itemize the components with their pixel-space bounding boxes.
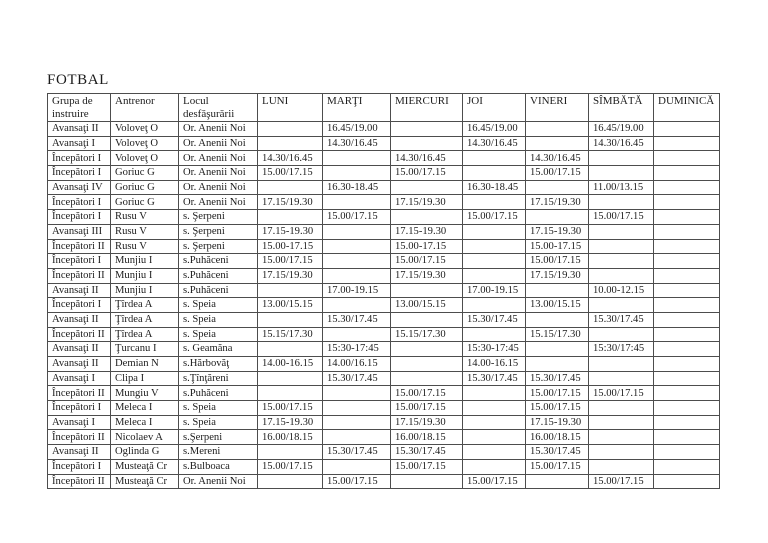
table-row: [48, 224, 720, 239]
time-cell-vineri: 17.15-19.30: [526, 415, 589, 430]
location-cell: s.Puhăceni: [179, 386, 258, 401]
location-cell: Or. Anenii Noi: [179, 166, 258, 181]
time-cell-marti: 15.30/17.45: [323, 312, 391, 327]
group-cell: Avansaţi I: [48, 415, 111, 430]
group-cell: Începători I: [48, 298, 111, 313]
time-cell-luni: [258, 283, 323, 298]
coach-cell: Rusu V: [111, 239, 179, 254]
page-title: FOTBAL: [47, 72, 109, 88]
time-cell-marti: [323, 415, 391, 430]
time-cell-simbata: [589, 268, 654, 283]
time-cell-luni: [258, 371, 323, 386]
time-cell-vineri: [526, 474, 589, 489]
group-cell: Începători II: [48, 268, 111, 283]
table-row: [48, 254, 720, 269]
time-cell-vineri: 15.30/17.45: [526, 445, 589, 460]
table-row: [48, 180, 720, 195]
time-cell-miercuri: 15.00/17.15: [391, 459, 463, 474]
location-cell: Or. Anenii Noi: [179, 195, 258, 210]
table-row: [48, 357, 720, 372]
time-cell-marti: [323, 195, 391, 210]
time-cell-marti: [323, 254, 391, 269]
group-cell: Avansaţi I: [48, 136, 111, 151]
time-cell-joi: [463, 166, 526, 181]
time-cell-marti: 16.45/19.00: [323, 122, 391, 137]
time-cell-luni: 15.00/17.15: [258, 166, 323, 181]
time-cell-joi: [463, 430, 526, 445]
header-row: [48, 94, 720, 122]
time-cell-vineri: [526, 357, 589, 372]
time-cell-miercuri: 17.15-19.30: [391, 224, 463, 239]
time-cell-joi: 14.30/16.45: [463, 136, 526, 151]
coach-cell: Goriuc G: [111, 166, 179, 181]
time-cell-vineri: 14.30/16.45: [526, 151, 589, 166]
time-cell-luni: 13.00/15.15: [258, 298, 323, 313]
time-cell-joi: [463, 415, 526, 430]
table-row: [48, 430, 720, 445]
coach-cell: Musteaţă Cr: [111, 474, 179, 489]
time-cell-miercuri: 16.00/18.15: [391, 430, 463, 445]
time-cell-simbata: 10.00-12.15: [589, 283, 654, 298]
time-cell-duminica: [654, 268, 720, 283]
time-cell-joi: [463, 327, 526, 342]
column-header-4: MARŢI: [323, 94, 391, 122]
time-cell-luni: 15.00-17.15: [258, 239, 323, 254]
time-cell-duminica: [654, 459, 720, 474]
table-row: [48, 136, 720, 151]
group-cell: Avansaţi IV: [48, 180, 111, 195]
time-cell-simbata: 15.30/17.45: [589, 312, 654, 327]
time-cell-duminica: [654, 386, 720, 401]
time-cell-joi: 15.00/17.15: [463, 210, 526, 225]
time-cell-luni: 15.00/17.15: [258, 254, 323, 269]
time-cell-simbata: [589, 430, 654, 445]
time-cell-luni: 17.15-19.30: [258, 415, 323, 430]
time-cell-luni: [258, 312, 323, 327]
time-cell-simbata: [589, 371, 654, 386]
time-cell-miercuri: [391, 210, 463, 225]
time-cell-luni: [258, 445, 323, 460]
time-cell-joi: [463, 224, 526, 239]
location-cell: s. Şerpeni: [179, 239, 258, 254]
time-cell-vineri: 15.00/17.15: [526, 459, 589, 474]
time-cell-marti: 14.30/16.45: [323, 136, 391, 151]
time-cell-joi: 16.45/19.00: [463, 122, 526, 137]
location-cell: s.Puhăceni: [179, 254, 258, 269]
coach-cell: Munjiu I: [111, 283, 179, 298]
time-cell-simbata: [589, 459, 654, 474]
column-header-8: SÎMBĂTĂ: [589, 94, 654, 122]
table-row: [48, 298, 720, 313]
table-row: [48, 415, 720, 430]
time-cell-marti: [323, 224, 391, 239]
time-cell-marti: 15.00/17.15: [323, 474, 391, 489]
time-cell-miercuri: 15.30/17.45: [391, 445, 463, 460]
group-cell: Începători I: [48, 210, 111, 225]
coach-cell: Mungiu V: [111, 386, 179, 401]
time-cell-duminica: [654, 122, 720, 137]
coach-cell: Ţîrdea A: [111, 298, 179, 313]
time-cell-vineri: [526, 312, 589, 327]
group-cell: Începători II: [48, 239, 111, 254]
time-cell-luni: [258, 210, 323, 225]
time-cell-simbata: 11.00/13.15: [589, 180, 654, 195]
time-cell-vineri: 15.00/17.15: [526, 401, 589, 416]
time-cell-vineri: [526, 210, 589, 225]
time-cell-miercuri: 15.00/17.15: [391, 386, 463, 401]
table-row: [48, 342, 720, 357]
time-cell-duminica: [654, 474, 720, 489]
time-cell-simbata: 15.00/17.15: [589, 386, 654, 401]
group-cell: Începători I: [48, 151, 111, 166]
time-cell-miercuri: 17.15/19.30: [391, 415, 463, 430]
time-cell-luni: [258, 342, 323, 357]
time-cell-joi: [463, 239, 526, 254]
time-cell-joi: [463, 445, 526, 460]
time-cell-duminica: [654, 312, 720, 327]
time-cell-miercuri: 15.00/17.15: [391, 401, 463, 416]
group-cell: Avansaţi I: [48, 371, 111, 386]
table-row: [48, 474, 720, 489]
group-cell: Începători I: [48, 166, 111, 181]
group-cell: Avansaţi II: [48, 312, 111, 327]
time-cell-simbata: [589, 166, 654, 181]
time-cell-luni: [258, 136, 323, 151]
table-row: [48, 445, 720, 460]
table-row: [48, 459, 720, 474]
location-cell: s.Bulboaca: [179, 459, 258, 474]
time-cell-simbata: [589, 401, 654, 416]
time-cell-marti: [323, 459, 391, 474]
time-cell-miercuri: [391, 180, 463, 195]
column-header-0: Grupa de instruire: [48, 94, 111, 122]
time-cell-luni: 15.00/17.15: [258, 459, 323, 474]
time-cell-luni: 14.30/16.45: [258, 151, 323, 166]
time-cell-miercuri: [391, 136, 463, 151]
time-cell-joi: [463, 195, 526, 210]
time-cell-vineri: 17.15-19.30: [526, 224, 589, 239]
time-cell-duminica: [654, 166, 720, 181]
time-cell-marti: [323, 298, 391, 313]
location-cell: s. Şerpeni: [179, 210, 258, 225]
time-cell-simbata: [589, 224, 654, 239]
time-cell-vineri: [526, 122, 589, 137]
time-cell-simbata: 16.45/19.00: [589, 122, 654, 137]
coach-cell: Rusu V: [111, 210, 179, 225]
coach-cell: Meleca I: [111, 401, 179, 416]
time-cell-duminica: [654, 180, 720, 195]
coach-cell: Voloveţ O: [111, 122, 179, 137]
table-row: [48, 386, 720, 401]
group-cell: Începători I: [48, 195, 111, 210]
location-cell: Or. Anenii Noi: [179, 136, 258, 151]
time-cell-duminica: [654, 298, 720, 313]
time-cell-duminica: [654, 342, 720, 357]
time-cell-duminica: [654, 195, 720, 210]
time-cell-simbata: 15.00/17.15: [589, 210, 654, 225]
group-cell: Începători I: [48, 254, 111, 269]
location-cell: s. Speia: [179, 312, 258, 327]
time-cell-vineri: [526, 342, 589, 357]
time-cell-simbata: [589, 254, 654, 269]
time-cell-luni: 16.00/18.15: [258, 430, 323, 445]
coach-cell: Voloveţ O: [111, 151, 179, 166]
group-cell: Avansaţi II: [48, 357, 111, 372]
location-cell: s. Speia: [179, 298, 258, 313]
time-cell-miercuri: [391, 474, 463, 489]
location-cell: s.Puhăceni: [179, 283, 258, 298]
time-cell-duminica: [654, 210, 720, 225]
time-cell-miercuri: 15.00-17.15: [391, 239, 463, 254]
coach-cell: Demian N: [111, 357, 179, 372]
time-cell-joi: 17.00-19.15: [463, 283, 526, 298]
time-cell-luni: [258, 386, 323, 401]
location-cell: Or. Anenii Noi: [179, 474, 258, 489]
column-header-7: VINERI: [526, 94, 589, 122]
time-cell-joi: [463, 459, 526, 474]
time-cell-joi: 15.30/17.45: [463, 371, 526, 386]
time-cell-luni: 17.15/19.30: [258, 195, 323, 210]
location-cell: s.Ţînţăreni: [179, 371, 258, 386]
time-cell-joi: [463, 268, 526, 283]
time-cell-duminica: [654, 357, 720, 372]
time-cell-miercuri: 17.15/19.30: [391, 195, 463, 210]
location-cell: Or. Anenii Noi: [179, 151, 258, 166]
time-cell-marti: [323, 327, 391, 342]
time-cell-vineri: 15.30/17.45: [526, 371, 589, 386]
location-cell: Or. Anenii Noi: [179, 180, 258, 195]
coach-cell: Ţurcanu I: [111, 342, 179, 357]
time-cell-luni: [258, 122, 323, 137]
location-cell: s. Speia: [179, 415, 258, 430]
group-cell: Începători II: [48, 474, 111, 489]
location-cell: s.Şerpeni: [179, 430, 258, 445]
time-cell-marti: 17.00-19.15: [323, 283, 391, 298]
time-cell-miercuri: [391, 371, 463, 386]
time-cell-simbata: [589, 357, 654, 372]
time-cell-simbata: [589, 415, 654, 430]
table-row: [48, 195, 720, 210]
column-header-5: MIERCURI: [391, 94, 463, 122]
time-cell-miercuri: 13.00/15.15: [391, 298, 463, 313]
table-row: [48, 166, 720, 181]
table-row: [48, 312, 720, 327]
table-row: [48, 371, 720, 386]
time-cell-marti: 15:30-17:45: [323, 342, 391, 357]
time-cell-luni: 14.00-16.15: [258, 357, 323, 372]
time-cell-marti: [323, 239, 391, 254]
time-cell-marti: [323, 386, 391, 401]
time-cell-miercuri: 15.00/17.15: [391, 166, 463, 181]
time-cell-miercuri: 17.15/19.30: [391, 268, 463, 283]
column-header-1: Antrenor: [111, 94, 179, 122]
coach-cell: Clipa I: [111, 371, 179, 386]
time-cell-vineri: 15.00/17.15: [526, 386, 589, 401]
location-cell: s.Puhăceni: [179, 268, 258, 283]
coach-cell: Voloveţ O: [111, 136, 179, 151]
time-cell-luni: [258, 180, 323, 195]
coach-cell: Munjiu I: [111, 254, 179, 269]
time-cell-duminica: [654, 254, 720, 269]
table-row: [48, 239, 720, 254]
time-cell-duminica: [654, 224, 720, 239]
group-cell: Avansaţi II: [48, 445, 111, 460]
time-cell-vineri: 15.00-17.15: [526, 239, 589, 254]
time-cell-luni: [258, 474, 323, 489]
location-cell: s. Speia: [179, 327, 258, 342]
table-row: [48, 151, 720, 166]
time-cell-joi: 15.30/17.45: [463, 312, 526, 327]
time-cell-simbata: [589, 298, 654, 313]
time-cell-vineri: [526, 283, 589, 298]
time-cell-marti: 15.30/17.45: [323, 445, 391, 460]
coach-cell: Goriuc G: [111, 180, 179, 195]
time-cell-marti: [323, 430, 391, 445]
time-cell-simbata: [589, 195, 654, 210]
coach-cell: Goriuc G: [111, 195, 179, 210]
group-cell: Începători II: [48, 430, 111, 445]
time-cell-duminica: [654, 283, 720, 298]
location-cell: s. Speia: [179, 401, 258, 416]
time-cell-joi: 15.00/17.15: [463, 474, 526, 489]
time-cell-joi: [463, 151, 526, 166]
time-cell-luni: 17.15/19.30: [258, 268, 323, 283]
time-cell-joi: 14.00-16.15: [463, 357, 526, 372]
time-cell-luni: 15.00/17.15: [258, 401, 323, 416]
time-cell-simbata: [589, 239, 654, 254]
table-row: [48, 268, 720, 283]
group-cell: Începători I: [48, 401, 111, 416]
time-cell-duminica: [654, 239, 720, 254]
time-cell-marti: [323, 268, 391, 283]
coach-cell: Munjiu I: [111, 268, 179, 283]
time-cell-marti: 15.00/17.15: [323, 210, 391, 225]
coach-cell: Ţîrdea A: [111, 312, 179, 327]
coach-cell: Oglinda G: [111, 445, 179, 460]
time-cell-marti: 14.00/16.15: [323, 357, 391, 372]
group-cell: Avansaţi II: [48, 342, 111, 357]
time-cell-vineri: 15.00/17.15: [526, 254, 589, 269]
time-cell-miercuri: 14.30/16.45: [391, 151, 463, 166]
time-cell-duminica: [654, 371, 720, 386]
location-cell: s.Hărbovăţ: [179, 357, 258, 372]
time-cell-duminica: [654, 401, 720, 416]
group-cell: Avansaţi II: [48, 122, 111, 137]
time-cell-miercuri: [391, 283, 463, 298]
time-cell-joi: [463, 298, 526, 313]
time-cell-vineri: 16.00/18.15: [526, 430, 589, 445]
time-cell-joi: [463, 401, 526, 416]
coach-cell: Ţîrdea A: [111, 327, 179, 342]
table-row: [48, 122, 720, 137]
time-cell-joi: [463, 386, 526, 401]
group-cell: Avansaţi II: [48, 283, 111, 298]
location-cell: Or. Anenii Noi: [179, 122, 258, 137]
table-row: [48, 283, 720, 298]
time-cell-joi: 16.30-18.45: [463, 180, 526, 195]
schedule-rows: [48, 122, 720, 489]
coach-cell: Rusu V: [111, 224, 179, 239]
time-cell-simbata: 15.00/17.15: [589, 474, 654, 489]
time-cell-miercuri: 15.15/17.30: [391, 327, 463, 342]
time-cell-marti: [323, 401, 391, 416]
time-cell-miercuri: [391, 122, 463, 137]
time-cell-vineri: 17.15/19.30: [526, 195, 589, 210]
time-cell-duminica: [654, 151, 720, 166]
time-cell-marti: [323, 166, 391, 181]
column-header-9: DUMINICĂ: [654, 94, 720, 122]
time-cell-vineri: [526, 136, 589, 151]
group-cell: Începători II: [48, 327, 111, 342]
time-cell-vineri: [526, 180, 589, 195]
time-cell-simbata: [589, 445, 654, 460]
time-cell-vineri: 17.15/19.30: [526, 268, 589, 283]
time-cell-duminica: [654, 430, 720, 445]
column-header-2: Locul desfăşurării: [179, 94, 258, 122]
coach-cell: Musteaţă Cr: [111, 459, 179, 474]
table-row: [48, 327, 720, 342]
time-cell-marti: [323, 151, 391, 166]
column-header-3: LUNI: [258, 94, 323, 122]
time-cell-miercuri: 15.00/17.15: [391, 254, 463, 269]
time-cell-luni: 15.15/17.30: [258, 327, 323, 342]
time-cell-duminica: [654, 415, 720, 430]
time-cell-simbata: 14.30/16.45: [589, 136, 654, 151]
time-cell-joi: 15:30-17:45: [463, 342, 526, 357]
column-header-6: JOI: [463, 94, 526, 122]
time-cell-joi: [463, 254, 526, 269]
training-schedule-table: [47, 93, 720, 489]
table-row: [48, 401, 720, 416]
time-cell-duminica: [654, 136, 720, 151]
time-cell-vineri: 15.00/17.15: [526, 166, 589, 181]
time-cell-simbata: 15:30/17:45: [589, 342, 654, 357]
table-row: [48, 210, 720, 225]
group-cell: Începători I: [48, 459, 111, 474]
group-cell: Începători II: [48, 386, 111, 401]
location-cell: s. Geamăna: [179, 342, 258, 357]
coach-cell: Meleca I: [111, 415, 179, 430]
time-cell-vineri: 13.00/15.15: [526, 298, 589, 313]
time-cell-duminica: [654, 445, 720, 460]
location-cell: s. Şerpeni: [179, 224, 258, 239]
time-cell-marti: 16.30-18.45: [323, 180, 391, 195]
time-cell-luni: 17.15-19.30: [258, 224, 323, 239]
coach-cell: Nicolaev A: [111, 430, 179, 445]
group-cell: Avansaţi III: [48, 224, 111, 239]
time-cell-duminica: [654, 327, 720, 342]
time-cell-miercuri: [391, 342, 463, 357]
time-cell-vineri: 15.15/17.30: [526, 327, 589, 342]
time-cell-miercuri: [391, 357, 463, 372]
time-cell-marti: 15.30/17.45: [323, 371, 391, 386]
time-cell-miercuri: [391, 312, 463, 327]
time-cell-simbata: [589, 151, 654, 166]
location-cell: s.Mereni: [179, 445, 258, 460]
time-cell-simbata: [589, 327, 654, 342]
